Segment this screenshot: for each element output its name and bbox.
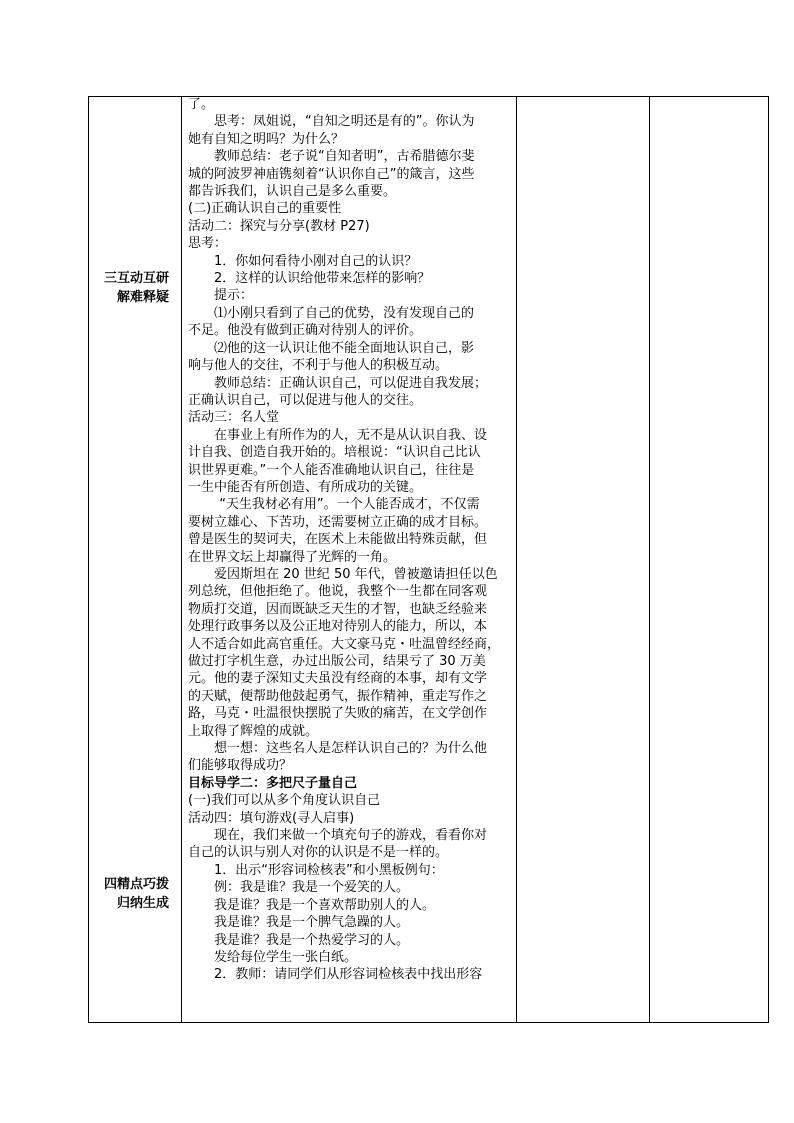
content-line: 做过打字机生意，办过出版公司，结果亏了 30 万美 <box>188 654 486 669</box>
content-line: 了。 <box>188 97 215 112</box>
content-line: 活动三：名人堂 <box>188 410 280 426</box>
content-line: 列总统，但他拒绝了。他说，我整个一生都在同客观 <box>188 584 488 600</box>
content-line: 现在，我们来做一个填充句子的游戏，看看你对 <box>214 828 488 844</box>
content-line: 在事业上有所作为的人，无不是从认识自我、设 <box>214 427 488 443</box>
content-line: 识世界更难。”一个人能否准确地认识自己，往往是 <box>188 462 475 478</box>
section-label-summary: 四精点巧拨 归纳生成 <box>103 877 169 911</box>
content-line: 思考： <box>188 236 228 252</box>
content-line: 响与他人的交往，不利于与他人的积极互动。 <box>188 358 449 374</box>
content-line: 们能够取得成功？ <box>188 758 293 774</box>
content-line: 活动四：填句游戏(寻人启事) <box>188 810 355 826</box>
column-divider <box>516 97 517 1022</box>
content-line: 提示： <box>214 288 254 304</box>
column-divider <box>649 97 650 1022</box>
content-line: 教师总结：正确认识自己，可以促进自我发展； <box>214 375 488 391</box>
column-divider <box>181 97 182 1022</box>
section-label-interaction: 三互动互研 解难释疑 <box>103 271 169 305</box>
content-line: 正确认识自己，可以促进与他人的交往。 <box>188 392 423 408</box>
lesson-content <box>188 96 512 984</box>
content-line: 想一想：这些名人是怎样认识自己的？为什么他 <box>214 741 488 757</box>
content-line: 爱因斯坦在 20 世纪 50 年代，曾被邀请担任以色 <box>214 566 498 582</box>
content-line: 我是谁？我是一个脾气急躁的人。 <box>214 915 410 931</box>
content-line: 2．这样的认识给他带来怎样的影响？ <box>214 271 431 287</box>
content-line: (一)我们可以从多个角度认识自己 <box>188 793 381 809</box>
content-line: ⑵他的这一认识让他不能全面地认识自己，影 <box>214 340 475 356</box>
content-line: “天生我材必有用”。一个人能否成才，不仅需 <box>219 497 480 513</box>
content-line: 2．教师：请同学们从形容词检核表中找出形容 <box>214 967 483 983</box>
content-line: 曾是医生的契诃夫，在医术上未能做出特殊贡献，但 <box>188 532 488 548</box>
content-line: 她有自知之明吗？为什么？ <box>188 131 345 147</box>
content-line: 元。他的妻子深知丈夫虽没有经商的本事，却有文学 <box>188 671 488 687</box>
content-line: 思考：凤姐说，“自知之明还是有的”。你认为 <box>214 114 475 130</box>
content-line: 自己的认识与别人对你的认识是不是一样的。 <box>188 845 449 861</box>
content-line: 都告诉我们，认识自己是多么重要。 <box>188 184 397 200</box>
content-line: 活动二：探究与分享(教材 P27) <box>188 218 370 234</box>
content-line: 物质打交道，因而既缺乏天生的才智，也缺乏经验来 <box>188 601 488 617</box>
content-line: 人不适合如此高官重任。大文豪马克・吐温曾经经商， <box>188 636 501 652</box>
content-line: 发给每位学生一张白纸。 <box>214 949 358 965</box>
content-line: 1．出示“形容词检核表”和小黑板例句： <box>214 862 444 878</box>
content-line: ⑴小刚只看到了自己的优势，没有发现自己的 <box>214 305 475 321</box>
content-line: 城的阿波罗神庙镌刻着“认识你自己”的箴言，这些 <box>188 166 475 182</box>
content-line: 目标导学二：多把尺子量自己 <box>188 775 358 791</box>
content-line: 一生中能否有所创造、有所成功的关键。 <box>188 479 423 495</box>
content-line: 的天赋，便帮助他鼓起勇气，振作精神，重走写作之 <box>188 688 488 704</box>
content-line: 要树立雄心、下苦功，还需要树立正确的成才目标。 <box>188 514 488 530</box>
content-line: 1．你如何看待小刚对自己的认识？ <box>214 253 418 269</box>
content-line: 例：我是谁？我是一个爱笑的人。 <box>214 880 410 896</box>
content-line: (二)正确认识自己的重要性 <box>188 201 342 217</box>
content-line: 路，马克・吐温很快摆脱了失败的痛苦，在文学创作 <box>188 706 488 722</box>
content-line: 不足。他没有做到正确对待别人的评价。 <box>188 323 423 339</box>
content-line: 我是谁？我是一个热爱学习的人。 <box>214 932 410 948</box>
content-line: 计自我、创造自我开始的。培根说：“认识自己比认 <box>188 445 481 461</box>
content-line: 处理行政事务以及公正地对待别人的能力，所以，本 <box>188 619 488 635</box>
content-line: 我是谁？我是一个喜欢帮助别人的人。 <box>214 897 436 913</box>
content-line: 在世界文坛上却赢得了光辉的一角。 <box>188 549 397 565</box>
content-line: 教师总结：老子说“自知者明”，古希腊德尔斐 <box>214 149 475 165</box>
content-line: 上取得了辉煌的成就。 <box>188 723 319 739</box>
